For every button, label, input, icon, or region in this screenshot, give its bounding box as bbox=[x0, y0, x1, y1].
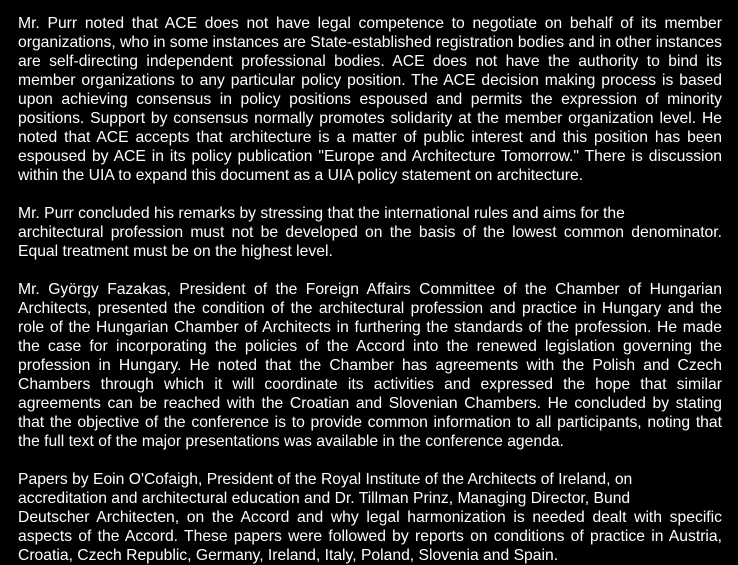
paragraph-4-line-1: Papers by Eoin O'Cofaigh, President of the Royal Institute of the Architects of Ireland, on bbox=[18, 471, 633, 488]
paragraph-2-line-1: Mr. Purr concluded his remarks by stressing that the international rules and aims for the bbox=[18, 205, 625, 222]
paragraph-4-line-3: Deutscher Architecten, on the Accord and why legal harmonization is needed dealt with specific aspects of the Accord. These papers were followed by reports on conditions of practice in Austria, Croatia, Czech Republic, Germany, Ireland, Italy, Poland, Slovenia and Spain. bbox=[18, 509, 722, 564]
paragraph-4 bbox=[18, 470, 722, 565]
paragraph-3-text: Mr. György Fazakas, President of the Foreign Affairs Committee of the Chamber of Hungarian Architects, presented the condition of the architectural profession and practice in Hungary and the role of the Hungarian Chamber of Architects in furthering the standards of the profession. He made the case for incorporating the policies of the Accord into the renewed legislation governing the profession in Hungary. He noted that the Chamber has agreements with the Polish and Czech Chambers through which it will coordinate its activities and expressed the hope that similar agreements can be reached with the Croatian and Slovenian Chambers. He concluded by stating that the objective of the conference is to provide common information to all participants, noting that the full text of the major presentations was available in the conference agenda. bbox=[18, 281, 722, 450]
paragraph-1-text: Mr. Purr noted that ACE does not have legal competence to negotiate on behalf of its member organizations, who in some instances are State-established registration bodies and in other instances are self-directing independent professional bodies. ACE does not have the authority to bind its member organizations to any particular policy position. The ACE decision making process is based upon achieving consensus in policy positions espoused and permits the expression of minority positions. Support by consensus normally promotes solidarity at the member organization level. He noted that ACE accepts that architecture is a matter of public interest and this position has been espoused by ACE in its policy publication "Europe and Architecture Tomorrow." There is discussion within the UIA to expand this document as a UIA policy statement on architecture. bbox=[18, 15, 722, 184]
paragraph-3 bbox=[18, 280, 722, 451]
paragraph-1 bbox=[18, 14, 722, 185]
paragraph-2 bbox=[18, 204, 722, 261]
paragraph-2-line-2: architectural profession must not be developed on the basis of the lowest common denominator. Equal treatment must be on the highest level. bbox=[18, 224, 722, 260]
paragraph-4-line-2: accreditation and architectural education and Dr. Tillman Prinz, Managing Director, Bund bbox=[18, 490, 631, 507]
